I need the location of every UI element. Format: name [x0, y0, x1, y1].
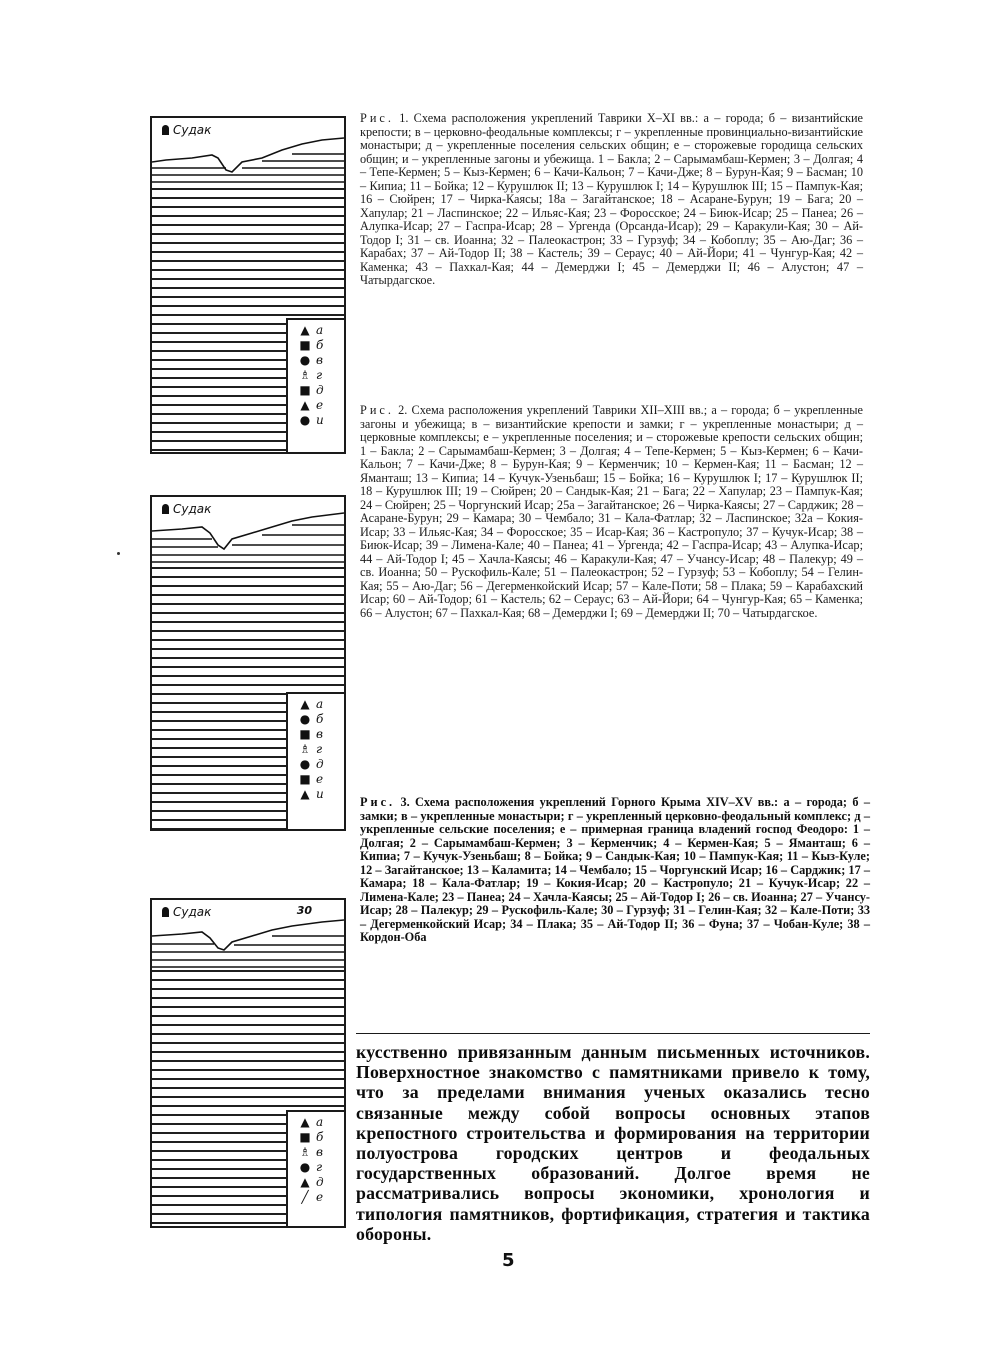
- legend-letter: в: [316, 726, 323, 741]
- map-figure-3: [150, 898, 346, 1228]
- legend-symbol: ■: [299, 337, 311, 352]
- legend-symbol: ●: [299, 711, 311, 726]
- legend-row: [294, 1189, 340, 1204]
- legend-row: [294, 367, 340, 382]
- map-header-area: [152, 118, 344, 188]
- legend-letter: и: [316, 786, 324, 801]
- legend-row: [294, 352, 340, 367]
- legend-symbol: ▲: [300, 1114, 310, 1129]
- legend-symbol: ▲: [300, 1174, 310, 1189]
- body-paragraph: кусственно привязанным данным письменных источников. Поверхностное знакомство с памятниками привело к тому, что за пределами внимания ученых оказались тесно связанные между собой вопросы основных этапов крепостного строительства и формирования на территории полуострова городских центров и феодальных государственных образований. Долгое время не рассматривались вопросы экономики, хронология и типология памятников, фортификация, стратегия и тактика обороны.: [356, 1042, 870, 1244]
- legend-letter: г: [316, 1159, 323, 1174]
- legend-symbol: ●: [299, 352, 311, 367]
- section-divider: [356, 1033, 870, 1034]
- legend-symbol: ●: [299, 756, 311, 771]
- legend-letter: д: [316, 1174, 324, 1189]
- city-icon: [162, 907, 169, 917]
- legend-row: [294, 756, 340, 771]
- legend-symbol: ♗: [299, 367, 311, 382]
- legend-letter: б: [316, 337, 324, 352]
- legend-row: [294, 711, 340, 726]
- legend-letter: д: [316, 382, 324, 397]
- legend-row: [294, 726, 340, 741]
- caption-lead: Рис.: [360, 403, 394, 417]
- map-legend: [286, 692, 344, 829]
- caption-text: 3. Схема расположения укреплений Горного Крыма XIV–XV вв.: а – города; б – замки; в – укрепленные монастыри; г – укрепленный церковно-феодальный комплекс; д – укрепленные сельские поселения; е – примерная граница владений господ Феодоро: 1 – Долгая; 2 – Сарымамбаш-Кермен; 3 – Керменчик; 4 – Кермен-Кая; 5 – Яманташ; 6 – Кипиа; 7 – Кучук-Узеньбаш; 8 – Бойка; 9 – Сандык-Кая; 10 – Пампук-Кая; 11 – Кыз-Куле; 12 – Загайтанское; 13 – Каламита; 14 – Чембало; 15 – Чоргунский Исар; 16 – Сарджик; 17 – Камара; 18 – Кала-Фатлар; 19 – Кокия-Исар; 20 – Кастропуло; 21 – Кучук-Исар; 22 – Лимена-Кале; 23 – Панеа; 24 – Хачла-Каясы; 25 – Ай-Тодор I; 26 – св. Иоанна; 27 – Учансу-Исар; 28 – Палекур; 29 – Рускофиль-Кале; 30 – Гурзуф; 31 – Гелин-Кая; 32 – Кале-Поти; 33 – Дегерменкойский Исар; 34 – Плака; 35 – Ай-Тодор II; 36 – Фуна; 37 – Чобан-Куле; 38 – Кордон-Оба: [360, 795, 870, 944]
- legend-symbol: ♗: [299, 741, 311, 756]
- legend-symbol: ▲: [300, 397, 310, 412]
- legend-row: [294, 337, 340, 352]
- city-label-sudak: Судак: [162, 502, 211, 516]
- legend-row: [294, 412, 340, 427]
- legend-letter: б: [316, 1129, 324, 1144]
- legend-row: [294, 771, 340, 786]
- legend-letter: в: [316, 1144, 323, 1159]
- legend-row: [294, 741, 340, 756]
- city-label-sudak: Судак: [162, 123, 211, 137]
- map-figure-2: [150, 495, 346, 831]
- legend-letter: а: [316, 322, 324, 337]
- map-header-area: [152, 900, 344, 970]
- legend-letter: д: [316, 756, 324, 771]
- legend-letter: и: [316, 412, 324, 427]
- legend-letter: в: [316, 352, 323, 367]
- figure-1-caption: [360, 112, 863, 288]
- caption-lead: Рис.: [360, 795, 396, 809]
- city-icon: [162, 504, 169, 514]
- scan-speck: [117, 552, 120, 555]
- caption-text: 2. Схема расположения укреплений Таврики XII–XIII вв.; а – города; б – укрепленные загоны и убежища; в – византийские крепости и замки; г – укрепленные монастыри; д – церковные комплексы; е – укрепленные поселения; и – сторожевые крепости сельских общин; 1 – Бакла; 2 – Сарымамбаш-Кермен; 3 – Долгая; 4 – Тепе-Кермен; 5 – Кыз-Кермен; 6 – Качи-Кальон; 7 – Качи-Дже; 8 – Бурун-Кая; 9 – Керменчик; 10 – Кермен-Кая; 11 – Басман; 12 – Яманташ; 13 – Кипиа; 14 – Кучук-Узеньбаш; 15 – Бойка; 16 – Курушлюк I; 17 – Курушлюк II; 18 – Курушлюк III; 19 – Сюйрен; 20 – Сандык-Кая; 21 – Бага; 22 – Хапулар; 23 – Пампук-Кая; 24 – Сюйрен; 25 – Чоргунский Исар; 25а – Загайтанское; 26 – Чирка-Каясы; 27 – Сарджик; 28 – Асаране-Бурун; 29 – Камара; 30 – Чембало; 31 – Кала-Фатлар; 32 – Ласпинское; 32а – Кокия-Исар; 33 – Ильяс-Кая; 34 – Форосское; 35 – Исар-Кая; 36 – Кастропуло; 37 – Кучук-Исар; 38 – Биюк-Исар; 39 – Лимена-Кале; 40 – Панеа; 41 – Ургенда; 42 – Гаспра-Исар; 43 – Алупка-Исар; 44 – Ай-Тодор I; 45 – Хачла-Каясы; 46 – Каракули-Кая; 47 – Учансу-Исар; 48 – Палекур; 49 – св. Иоанна; 50 – Рускофиль-Кале; 51 – Палеокастрон; 52 – Гурзуф; 53 – Кобоплу; 54 – Гелин-Кая; 55 – Аю-Даг; 56 – Дегерменкойский Исар; 57 – Кале-Поти; 58 – Плака; 59 – Карабахский Исар; 60 – Ай-Тодор; 61 – Кастель; 62 – Сераус; 63 – Ай-Йори; 64 – Чунгур-Кая; 65 – Каменка; 66 – Алустон; 67 – Пахкал-Кая; 68 – Демерджи I; 69 – Демерджи II; 70 – Чатырдагское.: [360, 403, 863, 620]
- caption-lead: Рис.: [360, 111, 394, 125]
- city-icon: [162, 125, 169, 135]
- legend-row: [294, 1114, 340, 1129]
- legend-letter: е: [316, 397, 324, 412]
- legend-symbol: ■: [299, 382, 311, 397]
- map-header-area: [152, 497, 344, 567]
- legend-letter: е: [316, 771, 324, 786]
- legend-symbol: ▲: [300, 322, 310, 337]
- legend-symbol: ●: [299, 1159, 311, 1174]
- map-legend: [286, 1110, 344, 1226]
- map-figure-1: [150, 116, 346, 454]
- page-number: 5: [502, 1250, 515, 1271]
- legend-row: [294, 1159, 340, 1174]
- legend-symbol: ■: [299, 1129, 311, 1144]
- legend-row: [294, 397, 340, 412]
- map-legend: [286, 318, 344, 452]
- legend-row: [294, 696, 340, 711]
- legend-symbol: ▲: [300, 786, 310, 801]
- legend-symbol: ■: [299, 771, 311, 786]
- legend-row: [294, 322, 340, 337]
- corner-number-label: 30: [296, 904, 312, 917]
- city-label-sudak: Судак: [162, 905, 211, 919]
- legend-letter: г: [316, 741, 323, 756]
- legend-symbol: ■: [299, 726, 311, 741]
- caption-text: 1. Схема расположения укреплений Таврики X–XI вв.: а – города; б – византийские крепости; в – церковно-феодальные комплексы; г – укрепленные провинциально-византийские монастыри; д – укрепленные поселения сельских общин; е – сторожевые городища сельских общин; и – укрепленные загоны и убежища. 1 – Бакла; 2 – Сарымамбаш-Кермен; 3 – Долгая; 4 – Тепе-Кермен; 5 – Кыз-Кермен; 6 – Качи-Кальон; 7 – Качи-Дже; 8 – Бурун-Кая; 9 – Басман; 10 – Кипиа; 11 – Бойка; 12 – Курушлюк II; 13 – Курушлюк I; 14 – Курушлюк III; 15 – Пампук-Кая; 16 – Сюйрен; 17 – Чирка-Каясы; 18а – Загайтанское; 18 – Асаране-Бурун; 19 – Бага; 20 – Хапулар; 21 – Ласпинское; 22 – Ильяс-Кая; 23 – Форосское; 24 – Биюк-Исар; 25 – Панеа; 26 – Алупка-Исар; 27 – Гаспра-Исар; 28 – Ургенда (Орсанда-Исар); 29 – Каракули-Кая; 30 – Ай-Тодор I; 31 – св. Иоанна; 32 – Палеокастрон; 33 – Гурзуф; 34 – Кобоплу; 35 – Аю-Даг; 36 – Карабах; 37 – Ай-Тодор II; 38 – Кастель; 39 – Сераус; 40 – Ай-Йори; 41 – Чунгур-Кая; 42 – Каменка; 43 – Пахкал-Кая; 44 – Демерджи I; 45 – Демерджи II; 46 – Алустон; 47 – Чатырдагское.: [360, 111, 863, 287]
- legend-letter: а: [316, 1114, 324, 1129]
- legend-row: [294, 1129, 340, 1144]
- legend-row: [294, 786, 340, 801]
- legend-symbol: ╱: [301, 1189, 309, 1204]
- legend-row: [294, 382, 340, 397]
- legend-letter: е: [316, 1189, 324, 1204]
- figure-3-caption: [360, 796, 870, 945]
- legend-symbol: ●: [299, 412, 311, 427]
- legend-row: [294, 1174, 340, 1189]
- legend-symbol: ▲: [300, 696, 310, 711]
- legend-letter: а: [316, 696, 324, 711]
- legend-letter: б: [316, 711, 324, 726]
- legend-symbol: ♗: [299, 1144, 311, 1159]
- figure-2-caption: [360, 404, 863, 620]
- legend-row: [294, 1144, 340, 1159]
- legend-letter: г: [316, 367, 323, 382]
